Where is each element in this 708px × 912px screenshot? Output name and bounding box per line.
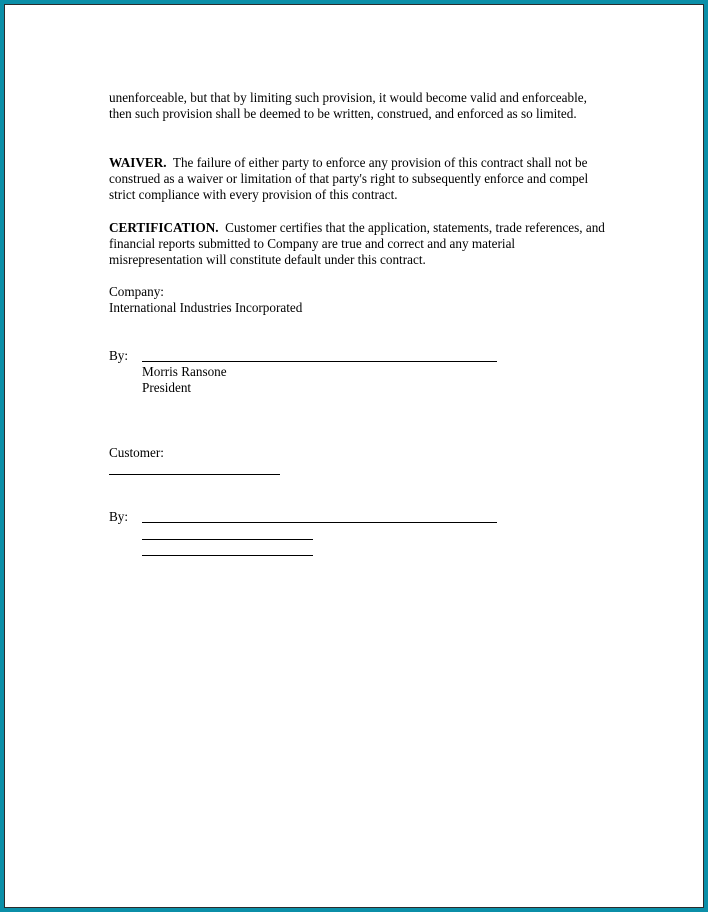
- waiver-paragraph: [109, 155, 609, 204]
- customer-signature-line: [142, 522, 497, 523]
- company-signer-name: Morris Ransone: [142, 364, 227, 379]
- customer-signer-name-line: [142, 539, 313, 540]
- company-by-label: By:: [109, 348, 129, 363]
- certification-text: Customer certifies that the application, statements, trade references, and financial reports submitted to Company are true and correct and any material misrepresentation will constitute default under this contract.: [109, 220, 605, 268]
- company-name: International Industries Incorporated: [109, 300, 303, 315]
- customer-label: Customer:: [109, 445, 164, 460]
- certification-paragraph: [109, 220, 609, 269]
- customer-name-line: [109, 474, 280, 475]
- document-page: [4, 4, 704, 908]
- waiver-text: The failure of either party to enforce any provision of this contract shall not be construed as a waiver or limitation of that party's right to subsequently enforce and compel strict compliance with every provision of this contract.: [109, 155, 589, 203]
- customer-signer-title-line: [142, 555, 313, 556]
- company-label: Company:: [109, 284, 164, 299]
- customer-by-label: By:: [109, 509, 129, 524]
- certification-heading: CERTIFICATION.: [109, 220, 219, 235]
- company-signature-line: [142, 361, 497, 362]
- company-signer-title: President: [142, 380, 192, 395]
- waiver-heading: WAIVER.: [109, 155, 167, 170]
- severability-paragraph: unenforceable, but that by limiting such provision, it would become valid and enforceable, then such provision shall be deemed to be written, construed, and enforced as so limited.: [109, 90, 587, 122]
